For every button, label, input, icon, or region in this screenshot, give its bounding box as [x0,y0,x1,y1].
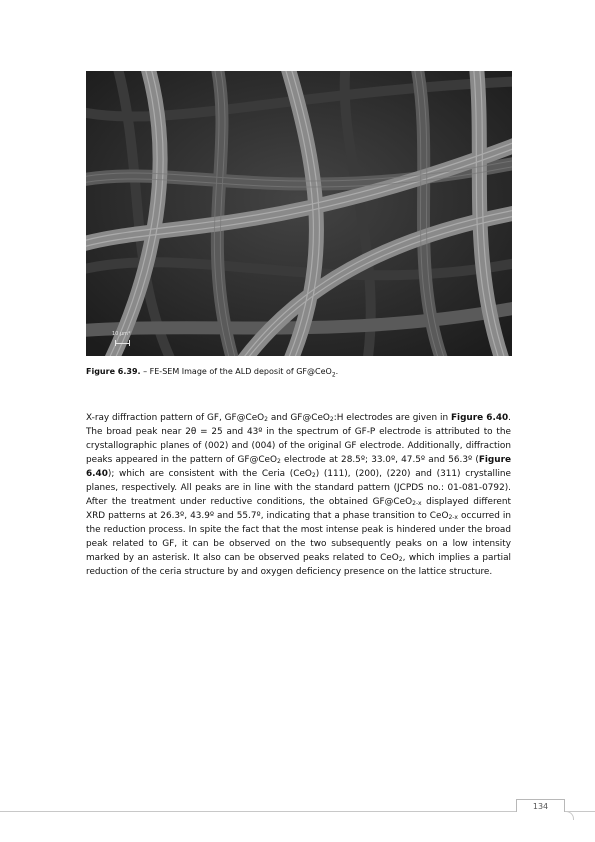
figure-reference: Figure 6.40 [86,455,511,479]
subscript: 2 [329,416,334,423]
text-run: occurred in the reduction process. In spite the fact that the most intense peak is hindered under the broad peak related to GF, it can be observed on the two subsequently peaks on a low intensity marked by an asterisk. It also can be observed peaks related to CeO [86,511,511,563]
sem-fiber-texture [86,71,512,356]
scale-bar-line [115,343,129,344]
page-number: 134 [516,799,565,812]
figure-caption [86,366,512,382]
subscript: 2 [398,556,403,563]
subscript: 2-x [448,514,458,521]
caption-text: – FE-SEM Image of the ALD deposit of GF@CeO [140,367,332,376]
caption-end: . [335,367,339,376]
text-run: :H electrodes are given in [333,413,451,423]
subscript: 2 [264,416,268,423]
text-run: and GF@CeO [267,413,330,423]
text-run: ); which are consistent with the Ceria (CeO [107,469,312,479]
caption-label: Figure 6.39. [86,367,141,376]
text-run: displayed different XRD patterns at 26.3º, 43.9º and 55.7º, indicating that a phase transition to CeO [86,497,511,521]
scale-bar-tick-right [129,340,130,346]
scale-bar [112,331,142,351]
body-paragraph [86,411,511,579]
figure-reference: Figure 6.40 [450,413,509,423]
footer-rule [0,811,595,812]
subscript: 2-x [412,500,422,507]
text-run: . The broad peak near 2θ = 25 and 43º in the spectrum of GF-P electrode is attributed to the crystallographic planes of (002) and (004) of the original GF electrode. Additionally, diffraction peaks appeared in the pattern of GF@CeO [86,413,511,465]
scale-bar-tick-left [115,340,116,346]
text-run: X-ray diffraction pattern of GF, GF@CeO [86,413,265,423]
scale-bar-label: 10 µm* [112,331,131,337]
footer-corner [563,811,574,820]
text-run: ) (111), (200), (220) and (311) crystalline planes, respectively. All peaks are in line with the standard pattern (JCPDS no.: 01-081-0792). After the treatment under reductive conditions, the obtained GF@CeO [86,469,511,507]
sem-image [86,71,512,356]
subscript: 2 [311,472,316,479]
caption-subscript: 2 [331,371,336,379]
subscript: 2 [276,458,281,465]
text-run: electrode at 28.5º; 33.0º, 47.5º and 56.3º ( [280,455,479,465]
text-run: , which implies a partial reduction of the ceria structure by and oxygen deficiency presence on the lattice structure. [86,553,511,577]
